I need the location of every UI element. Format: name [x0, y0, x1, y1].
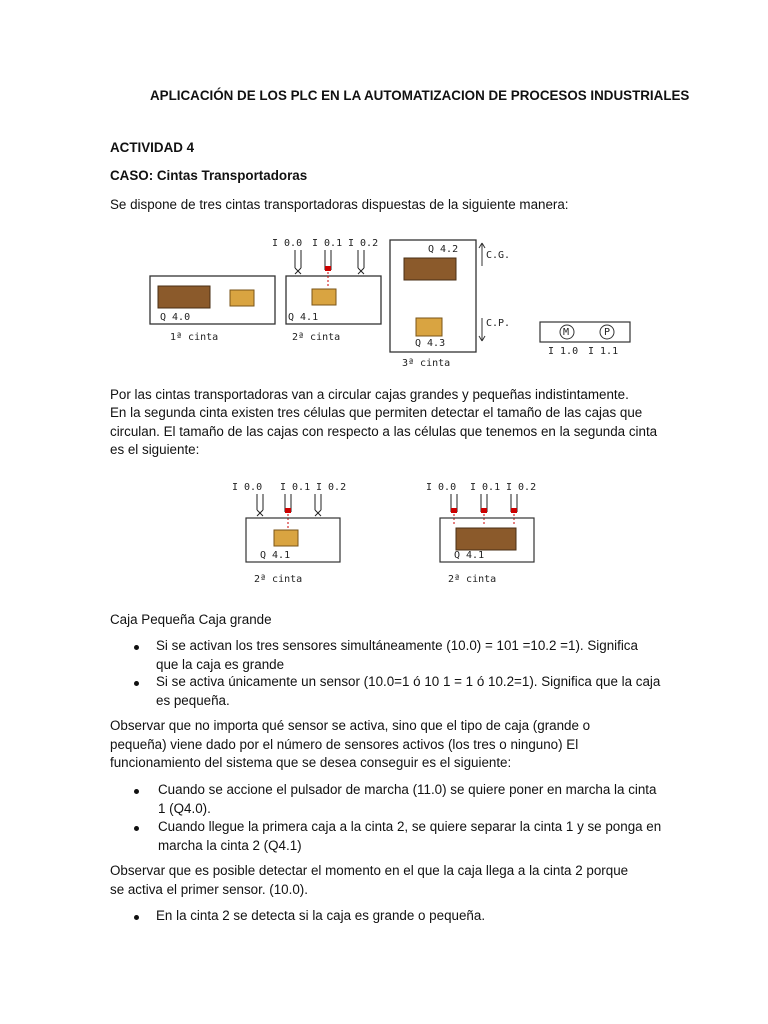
svg-text:M: M — [563, 327, 570, 338]
svg-text:I 0.2: I 0.2 — [316, 482, 347, 493]
svg-text:I 0.0: I 0.0 — [232, 482, 263, 493]
bullet-icon — [134, 681, 139, 686]
list-item: En la cinta 2 se detecta si la caja es grande o pequeña. — [156, 908, 486, 923]
paragraph-3: Observar que no importa qué sensor se activa, sino que el tipo de caja (grande o pequeña) viene dado por el número de sensores activos (los tres o ninguno) El funcionamiento del sistema que se desea conseguir es el siguiente: — [110, 718, 591, 770]
sensor-size-figure — [230, 478, 540, 588]
fig2-right-large-box — [456, 528, 516, 550]
bullet-icon — [134, 645, 139, 650]
svg-text:I 0.0: I 0.0 — [426, 482, 457, 493]
conveyor-layout-figure — [140, 228, 640, 368]
case-heading: CASO: Cintas Transportadoras — [110, 168, 308, 183]
activity-heading: ACTIVIDAD 4 — [110, 140, 195, 155]
belt2-output: Q 4.1 — [288, 312, 319, 323]
sensor-i00-label: I 0.0 — [272, 238, 303, 249]
belt2-label: 2ª cinta — [292, 332, 341, 343]
figure-caption: Caja Pequeña Caja grande — [110, 612, 272, 627]
sensor-i01-label: I 0.1 — [312, 238, 343, 249]
svg-text:I 0.1: I 0.1 — [280, 482, 311, 493]
svg-text:I 0.2: I 0.2 — [506, 482, 537, 493]
fig2-left-small-box — [274, 530, 298, 546]
sensor-i02 — [358, 250, 364, 274]
belt1-label: 1ª cinta — [170, 332, 219, 343]
svg-text:Q 4.1: Q 4.1 — [260, 550, 291, 561]
svg-text:I 0.1: I 0.1 — [470, 482, 501, 493]
sensor-i02-label: I 0.2 — [348, 238, 379, 249]
button-i11-label: I 1.1 — [588, 346, 619, 357]
svg-text:P: P — [604, 327, 611, 338]
belt3-bottom-output: Q 4.3 — [415, 338, 446, 349]
svg-text:Q 4.1: Q 4.1 — [454, 550, 485, 561]
paragraph-2: En la segunda cinta existen tres células que permiten detectar el tamaño de las cajas que circulan. El tamaño de las cajas con respecto a las células que tenemos en la segunda cinta es el siguiente: — [110, 405, 658, 457]
page-title: APLICACIÓN DE LOS PLC EN LA AUTOMATIZACION DE PROCESOS INDUSTRIALES — [150, 88, 690, 103]
bullet-icon — [134, 826, 139, 831]
cg-arrow — [479, 243, 485, 266]
belt2-small-box — [312, 289, 336, 305]
paragraph-1: Por las cintas transportadoras van a circular cajas grandes y pequeñas indistintamente. — [110, 387, 629, 402]
bullet-icon — [134, 789, 139, 794]
cg-label: C.G. — [486, 250, 511, 261]
fig2-left-label: 2ª cinta — [254, 574, 303, 585]
belt1-output: Q 4.0 — [160, 312, 191, 323]
button-i10-label: I 1.0 — [548, 346, 579, 357]
belt3-label: 3ª cinta — [402, 358, 451, 368]
list-item: Cuando llegue la primera caja a la cinta 2, se quiere separar la cinta 1 y se ponga en marcha la cinta 2 (Q4.1) — [158, 819, 662, 853]
list-item: Si se activan los tres sensores simultáneamente (10.0) = 101 =10.2 =1). Significa que la caja es grande — [156, 638, 638, 672]
belt1-large-box — [158, 286, 210, 308]
belt1-small-box — [230, 290, 254, 306]
belt3-large-box — [404, 258, 456, 280]
belt3-small-box — [416, 318, 442, 336]
sensor-i01 — [325, 250, 331, 288]
intro-text: Se dispone de tres cintas transportadoras dispuestas de la siguiente manera: — [110, 197, 569, 212]
sensor-i00 — [295, 250, 301, 274]
list-item: Si se activa únicamente un sensor (10.0=1 ó 10 1 = 1 ó 10.2=1). Significa que la caja es pequeña. — [156, 674, 661, 708]
paragraph-4: Observar que es posible detectar el momento en el que la caja llega a la cinta 2 porque se activa el primer sensor. (10.0). — [110, 863, 629, 897]
list-item: Cuando se accione el pulsador de marcha (11.0) se quiere poner en marcha la cinta 1 (Q4.0). — [158, 782, 657, 816]
cp-arrow — [479, 318, 485, 341]
button-panel — [540, 322, 630, 342]
bullet-icon — [134, 915, 139, 920]
fig2-right-label: 2ª cinta — [448, 574, 497, 585]
belt3-top-output: Q 4.2 — [428, 244, 459, 255]
cp-label: C.P. — [486, 318, 511, 329]
